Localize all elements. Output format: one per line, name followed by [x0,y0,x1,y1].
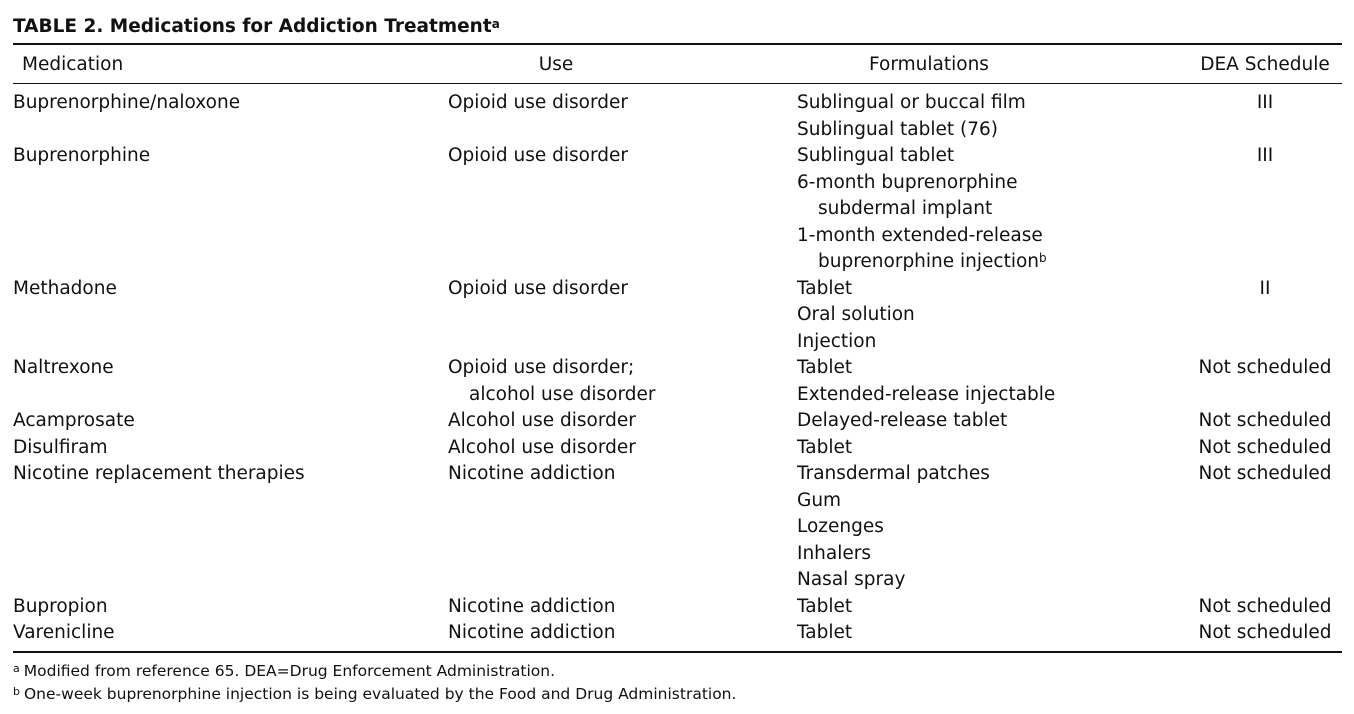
formulation-text: Delayed-release tablet [797,410,1008,431]
table-row [13,90,1342,143]
table-title-text: TABLE 2. Medications for Addiction Treatment [13,16,492,37]
use-line: Nicotine addiction [448,595,616,617]
formulation-text: Injection [797,330,877,352]
formulation-line [797,567,990,594]
table-row [13,594,1342,621]
table-row [13,355,1342,408]
formulation-line [797,514,990,541]
cell-formulations [797,461,990,594]
footnote-marker: b [13,685,20,698]
cell-use [448,90,628,117]
table-title [13,14,500,40]
cell-medication: Buprenorphine [13,145,151,166]
cell-dea-schedule: Not scheduled [1198,595,1332,617]
cell-use [448,143,628,170]
formulation-text: Sublingual tablet [797,145,955,166]
cell-medication: Methadone [13,277,117,299]
use-line: Opioid use disorder [448,145,629,166]
formulation-text: Sublingual or buccal film [797,92,1026,113]
cell-use [448,355,656,408]
cell-formulations [797,90,1026,143]
cell-dea-schedule: III [1256,92,1274,113]
formulation-text: Inhalers [797,542,872,564]
table-header-row [13,51,1342,78]
use-line: Opioid use disorder; [448,357,635,378]
cell-dea-schedule: Not scheduled [1198,410,1332,431]
formulation-line [797,461,990,488]
cell-use [448,461,615,488]
formulation-line [797,488,990,515]
use-line: Alcohol use disorder [448,410,636,431]
formulation-line [797,170,1047,197]
cell-medication: Varenicline [13,622,115,643]
cell-formulations [797,594,852,621]
formulation-line [797,302,915,329]
formulation-line [797,196,1047,223]
cell-formulations [797,355,1055,408]
formulation-line [797,249,1047,276]
formulation-line [797,223,1047,250]
use-line: Nicotine addiction [448,622,616,643]
top-rule [13,43,1342,45]
cell-medication: Buprenorphine/naloxone [13,92,241,113]
footnote [13,660,1342,683]
title-footnote-marker: a [491,17,500,31]
cell-dea-schedule: Not scheduled [1198,436,1332,458]
cell-use [448,408,636,435]
formulation-line [797,143,1047,170]
formulation-footnote-marker: b [1039,251,1047,265]
formulation-text: Extended-release injectable [797,383,1056,405]
formulation-text: 6-month buprenorphine [797,171,1018,193]
formulation-line [797,382,1055,409]
column-header-dea-schedule: DEA Schedule [1200,54,1330,75]
use-line: Opioid use disorder [448,92,629,113]
cell-use [448,435,636,462]
header-rule [13,83,1342,84]
cell-formulations [797,408,1007,435]
formulation-text: Tablet [797,357,853,378]
table-row [13,435,1342,462]
use-line: alcohol use disorder [469,383,656,405]
cell-dea-schedule: Not scheduled [1198,463,1332,484]
formulation-line [797,620,852,647]
cell-medication: Acamprosate [13,410,135,431]
table-footnotes [13,660,1342,706]
cell-use [448,594,615,621]
use-line: Opioid use disorder [448,277,629,299]
formulation-text: Sublingual tablet (76) [797,118,999,140]
cell-formulations [797,435,852,462]
formulation-text: 1-month extended-release [797,224,1043,246]
formulation-line [797,276,915,303]
use-line: Alcohol use disorder [448,436,636,458]
formulation-text: Nasal spray [797,569,906,590]
cell-medication: Naltrexone [13,357,114,378]
formulation-text: Tablet [797,595,853,617]
table-row [13,143,1342,276]
formulation-line [797,541,990,568]
cell-dea-schedule: Not scheduled [1198,357,1332,378]
footnote-marker: a [13,662,20,675]
formulation-line [797,329,915,356]
formulation-text: subdermal implant [818,198,993,219]
formulation-line [797,594,852,621]
column-header-formulations: Formulations [869,54,989,75]
formulation-text: Tablet [797,436,853,458]
formulation-line [797,408,1007,435]
cell-use [448,276,628,303]
formulation-text: Gum [797,489,842,511]
cell-formulations [797,620,852,647]
cell-medication: Disulfiram [13,436,108,458]
formulation-text: Tablet [797,277,853,299]
table-body [13,90,1342,647]
formulation-line [797,117,1026,144]
table-row [13,408,1342,435]
formulation-text: Tablet [797,622,853,643]
bottom-rule [13,651,1342,653]
footnote [13,683,1342,706]
cell-dea-schedule: II [1259,277,1271,299]
cell-formulations [797,143,1047,276]
cell-medication: Nicotine replacement therapies [13,463,305,484]
cell-medication: Bupropion [13,595,108,617]
cell-dea-schedule: III [1256,145,1274,166]
use-line: Nicotine addiction [448,463,616,484]
formulation-text: Lozenges [797,516,884,537]
cell-use [448,620,615,647]
formulation-line [797,355,1055,382]
column-header-medication: Medication [22,54,124,75]
formulation-text: buprenorphine injection [818,251,1040,272]
formulation-text: Oral solution [797,304,915,325]
table-row [13,461,1342,594]
table-row [13,620,1342,647]
formulation-text: Transdermal patches [797,463,990,484]
table-row [13,276,1342,356]
formulation-line [797,90,1026,117]
footnote-text: Modified from reference 65. DEA=Drug Enforcement Administration. [23,662,556,680]
formulation-line [797,435,852,462]
cell-dea-schedule: Not scheduled [1198,622,1332,643]
cell-formulations [797,276,915,356]
footnote-text: One-week buprenorphine injection is being evaluated by the Food and Drug Administration. [23,685,737,703]
column-header-use: Use [538,54,574,75]
